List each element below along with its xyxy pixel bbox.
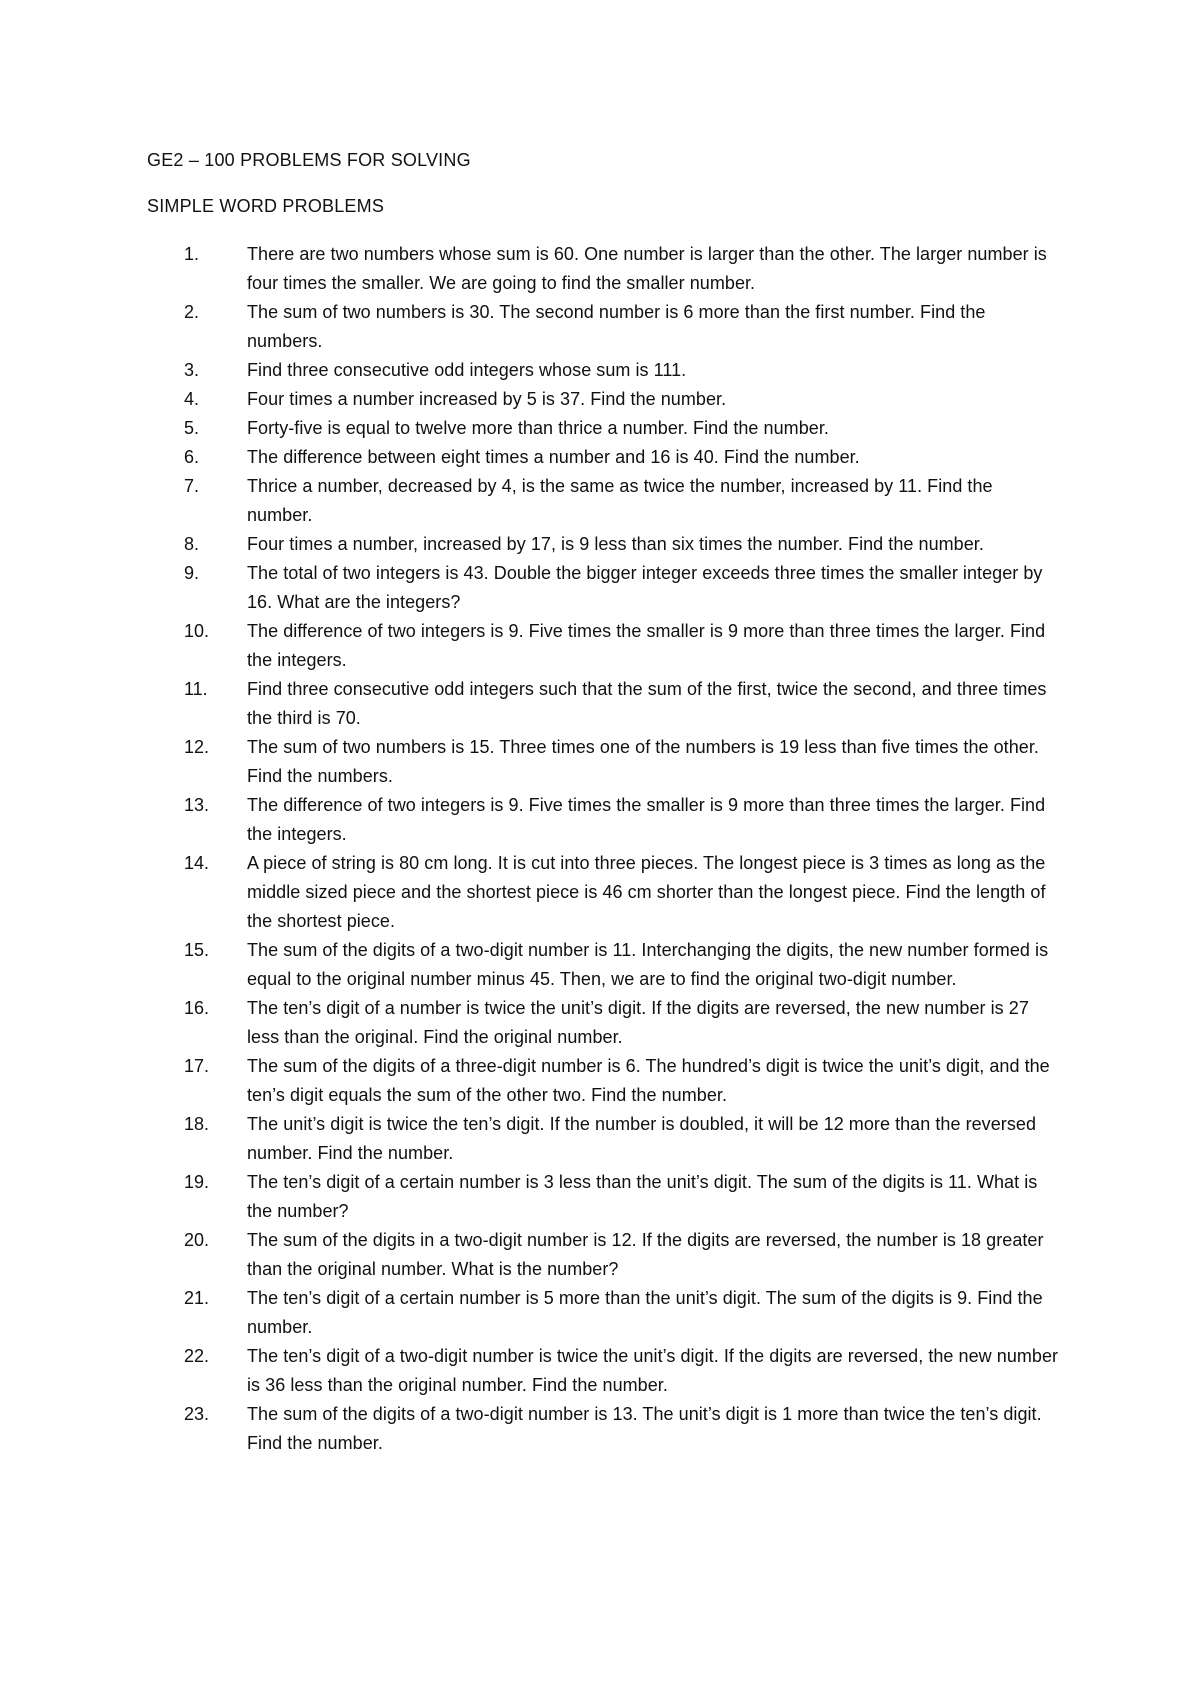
problem-text: The sum of two numbers is 30. The second number is 6 more than the first number. Find the numbers. xyxy=(247,302,986,351)
problem-item xyxy=(0,356,1200,385)
problem-number: 21. xyxy=(184,1288,210,1308)
problem-list xyxy=(0,240,1200,1458)
problem-text: The difference of two integers is 9. Five times the smaller is 9 more than three times the larger. Find the integers. xyxy=(247,621,1046,670)
problem-item xyxy=(0,298,1200,356)
problem-text: The ten’s digit of a number is twice the unit’s digit. If the digits are reversed, the new number is 27 less than the original. Find the original number. xyxy=(247,998,1029,1047)
problem-number: 22. xyxy=(184,1346,210,1366)
problem-item xyxy=(0,733,1200,791)
problem-text: There are two numbers whose sum is 60. One number is larger than the other. The larger number is four times the smaller. We are going to find the smaller number. xyxy=(247,244,1047,293)
problem-number: 15. xyxy=(184,940,210,960)
problem-item xyxy=(0,385,1200,414)
section-title: SIMPLE WORD PROBLEMS xyxy=(147,196,385,216)
problem-text: A piece of string is 80 cm long. It is cut into three pieces. The longest piece is 3 times as long as the middle sized piece and the shortest piece is 46 cm shorter than the longest piece. Find the length of the shortest piece. xyxy=(247,853,1046,931)
problem-text: Four times a number, increased by 17, is 9 less than six times the number. Find the number. xyxy=(247,534,984,554)
problem-item xyxy=(0,791,1200,849)
problem-number: 5. xyxy=(184,418,200,438)
problem-item xyxy=(0,994,1200,1052)
problem-item xyxy=(0,1110,1200,1168)
problem-item xyxy=(0,675,1200,733)
problem-item xyxy=(0,240,1200,298)
problem-item xyxy=(0,1226,1200,1284)
problem-number: 4. xyxy=(184,389,200,409)
problem-item xyxy=(0,559,1200,617)
problem-text: The difference between eight times a number and 16 is 40. Find the number. xyxy=(247,447,860,467)
problem-item xyxy=(0,1400,1200,1458)
problem-item xyxy=(0,530,1200,559)
problem-item xyxy=(0,1342,1200,1400)
problem-number: 16. xyxy=(184,998,210,1018)
problem-number: 6. xyxy=(184,447,200,467)
problem-item xyxy=(0,443,1200,472)
problem-number: 19. xyxy=(184,1172,210,1192)
problem-text: Find three consecutive odd integers such that the sum of the first, twice the second, and three times the third is 70. xyxy=(247,679,1047,728)
problem-text: Find three consecutive odd integers whose sum is 111. xyxy=(247,360,687,380)
problem-text: The ten’s digit of a certain number is 5 more than the unit’s digit. The sum of the digits is 9. Find the number. xyxy=(247,1288,1043,1337)
problem-number: 23. xyxy=(184,1404,210,1424)
problem-text: The sum of the digits of a two-digit number is 11. Interchanging the digits, the new number formed is equal to the original number minus 45. Then, we are to find the original two-digit number. xyxy=(247,940,1049,989)
problem-text: The sum of the digits of a two-digit number is 13. The unit’s digit is 1 more than twice the ten’s digit. Find the number. xyxy=(247,1404,1042,1453)
problem-number: 13. xyxy=(184,795,210,815)
problem-text: Four times a number increased by 5 is 37. Find the number. xyxy=(247,389,727,409)
problem-number: 14. xyxy=(184,853,210,873)
problem-number: 9. xyxy=(184,563,200,583)
problem-text: Thrice a number, decreased by 4, is the same as twice the number, increased by 11. Find the number. xyxy=(247,476,993,525)
problem-item xyxy=(0,472,1200,530)
problem-number: 7. xyxy=(184,476,200,496)
problem-text: The difference of two integers is 9. Five times the smaller is 9 more than three times the larger. Find the integers. xyxy=(247,795,1046,844)
problem-number: 17. xyxy=(184,1056,210,1076)
problem-text: The sum of the digits in a two-digit number is 12. If the digits are reversed, the number is 18 greater than the original number. What is the number? xyxy=(247,1230,1044,1279)
problem-number: 1. xyxy=(184,244,200,264)
problem-item xyxy=(0,617,1200,675)
problem-number: 2. xyxy=(184,302,200,322)
problem-text: The ten’s digit of a two-digit number is twice the unit’s digit. If the digits are reversed, the new number is 36 less than the original number. Find the number. xyxy=(247,1346,1059,1395)
problem-number: 20. xyxy=(184,1230,210,1250)
problem-number: 11. xyxy=(184,679,208,699)
problem-number: 10. xyxy=(184,621,210,641)
problem-number: 12. xyxy=(184,737,210,757)
problem-number: 3. xyxy=(184,360,200,380)
document-title: GE2 – 100 PROBLEMS FOR SOLVING xyxy=(147,150,471,170)
problem-number: 8. xyxy=(184,534,200,554)
problem-item xyxy=(0,1168,1200,1226)
problem-item xyxy=(0,849,1200,936)
problem-text: Forty-five is equal to twelve more than thrice a number. Find the number. xyxy=(247,418,829,438)
problem-item xyxy=(0,1052,1200,1110)
problem-text: The total of two integers is 43. Double the bigger integer exceeds three times the smaller integer by 16. What are the integers? xyxy=(247,563,1043,612)
problem-item xyxy=(0,414,1200,443)
problem-item xyxy=(0,1284,1200,1342)
problem-text: The ten’s digit of a certain number is 3 less than the unit’s digit. The sum of the digits is 11. What is the number? xyxy=(247,1172,1038,1221)
problem-item xyxy=(0,936,1200,994)
problem-text: The sum of the digits of a three-digit number is 6. The hundred’s digit is twice the unit’s digit, and the ten’s digit equals the sum of the other two. Find the number. xyxy=(247,1056,1050,1105)
problem-text: The unit’s digit is twice the ten’s digit. If the number is doubled, it will be 12 more than the reversed number. Find the number. xyxy=(247,1114,1037,1163)
problem-text: The sum of two numbers is 15. Three times one of the numbers is 19 less than five times the other. Find the numbers. xyxy=(247,737,1039,786)
problem-number: 18. xyxy=(184,1114,210,1134)
